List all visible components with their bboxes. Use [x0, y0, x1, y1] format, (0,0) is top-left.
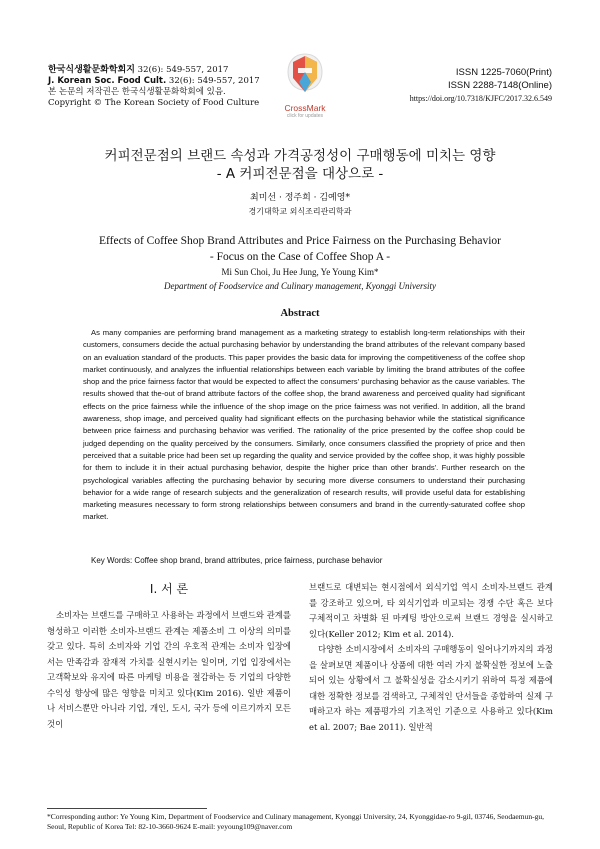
crossmark-badge[interactable]: [272, 52, 338, 119]
authors-kr: 최미선 · 정주희 · 김예영*: [250, 193, 350, 203]
footnote-rule: [47, 808, 207, 809]
crossmark-sub: click for updates: [286, 113, 324, 119]
doi-link[interactable]: https://doi.org/10.7318/KJFC/2017.32.6.549: [409, 94, 552, 103]
copyright: Copyright © The Korean Society of Food Culture: [48, 98, 260, 108]
title-kr: [0, 147, 600, 183]
issn-online: ISSN 2288-7148(Online): [447, 80, 552, 91]
intro-paragraph-1: 소비자는 브랜드를 구매하고 사용하는 과정에서 브랜드와 관계를 형성하고 이러한 소비자-브랜드 관계는 제품소비 그 이상의 의미를 갖고 있다. 특히 소비자와 기업 간의 우호적 관계는 소비자 입장에서는 만족감과 잠재적 가치를 실현시키는 일이며, 기업 입장에서는 고객확보와 유지에 따른 마케팅 비용을 절감하는 등 기업의 다양한 수익성 향상에 많은 영향을 미치고 있다(Kim 2016). 일반 제품이나 서비스뿐만 아니라 기업, 개인, 도시, 국가 등에 이르기까지 모든 것이: [47, 610, 291, 729]
intro-paragraph-1-cont: 브랜드로 대변되는 현시점에서 외식기업 역시 소비자-브랜드 관계를 강조하고 있으며, 타 외식기업과 비교되는 경쟁 수단 혹은 보다 구체적이고 차별화 된 마케팅 방안으로써 브랜드 경영을 실시하고 있다(Keller 2012; Kim et al. 2014).: [309, 582, 553, 639]
title-en-line1: Effects of Coffee Shop Brand Attributes and Price Fairness on the Purchasing Behavior: [99, 235, 501, 247]
body-column-right: [309, 580, 553, 735]
keywords: Key Words: Coffee shop brand, brand attributes, price fairness, purchase behavior: [91, 556, 383, 565]
corresponding-author-footnote: *Corresponding author: Ye Young Kim, Department of Foodservice and Culinary management, Kyonggi University, 24, Kyonggidae-ro 9-gil, 03746, Seodaemun-gu, Seoul, Republic of Korea Tel: 82-10-3660-9624 E-mail: yeyoung109@naver.com: [47, 812, 544, 831]
authors-en: Mi Sun Choi, Ju Hee Jung, Ye Young Kim*: [221, 267, 379, 277]
abstract-heading: Abstract: [280, 308, 320, 319]
dept-kr: 경기대학교 외식조리관리학과: [248, 207, 352, 216]
crossmark-icon: [285, 52, 325, 98]
journal-en-line: J. Korean Soc. Food Cult. 32(6): 549-557, 2017: [48, 76, 260, 86]
intro-paragraph-2: 다양한 소비시장에서 소비자의 구매행동이 일어나기까지의 과정을 살펴보면 제품이나 상품에 대한 여러 가지 불확실한 정보에 노출되어 있는 상황에서 그 불확실성을 감소시키기 위하여 특정 제품에 대한 정확한 정보를 검색하고, 구체적인 단서들을 종합하여 실제 구매하고자 하는 제품평가의 기초적인 기준으로 사용하고 있다(Kim et al. 2007; Bae 2011). 일반적: [309, 644, 553, 732]
journal-header: [48, 65, 260, 109]
crossmark-label: CrossMark: [284, 103, 326, 113]
title-kr-line1: 커피전문점의 브랜드 속성과 가격공정성이 구매행동에 미치는 영향: [104, 148, 496, 164]
section-heading-introduction: Ⅰ. 서 론: [149, 582, 189, 596]
dept-en: Department of Foodservice and Culinary management, Kyonggi University: [164, 281, 436, 291]
issn-print: ISSN 1225-7060(Print): [455, 67, 552, 78]
abstract-body: As many companies are performing brand management as a marketing strategy to establish long-term relationships with their customers, consumers decide the actual purchasing behavior by understanding the brand attributes of the relevant company based on an evaluation standard of the products. This paper provides the basic data for improving the competitiveness of the coffee shop market continuously, and analyzes the influential relationships between each variable by limiting the brand attributes of the coffee shop and the price fairness factor that would be expected to affect the consumers' purchasing behavior as the cause variables. The results showed that the-out of brand attribute factors of the coffee shop, the brand awareness and perceived quality had significant effects on the price fairness while the influence of the shop image on the price fairness was not verified. In addition, all the brand awareness, shop image, and perceived quality had significant effects on the purchasing behavior while the statistical significance between price fairness and purchasing behavior was verified. The rationality of the price presented by the coffee shop could be judged depending on the quality perceived by the consumers. Similarly, once consumers classified the propriety of price and then perceived that a suitable price had been set up regarding the quality and service provided by the coffee shop, it was highly possible for them to include it in their actual purchasing behavior, despite the higher price than other brands'. Further research on the psychological variables affecting the purchasing behavior by securing more diverse consumers to understand their purchasing behavior for a wide range of research subjects and the generalization of research results, will provide useful data for establishing marketing measures necessary to form strong relationships between consumers and brand in the currently-saturated coffee shop market.: [83, 328, 525, 522]
title-en: [0, 233, 600, 265]
journal-kr-line: 한국식생활문화학회지 32(6): 549-557, 2017: [48, 65, 229, 75]
license-note: 본 논문의 저작권은 한국식생활문화학회에 있음.: [48, 87, 226, 97]
issn-block: [410, 66, 552, 105]
body-column-left: [47, 608, 291, 732]
title-en-line2: - Focus on the Case of Coffee Shop A -: [209, 251, 391, 263]
title-kr-line2: - A 커피전문점을 대상으로 -: [216, 166, 384, 182]
